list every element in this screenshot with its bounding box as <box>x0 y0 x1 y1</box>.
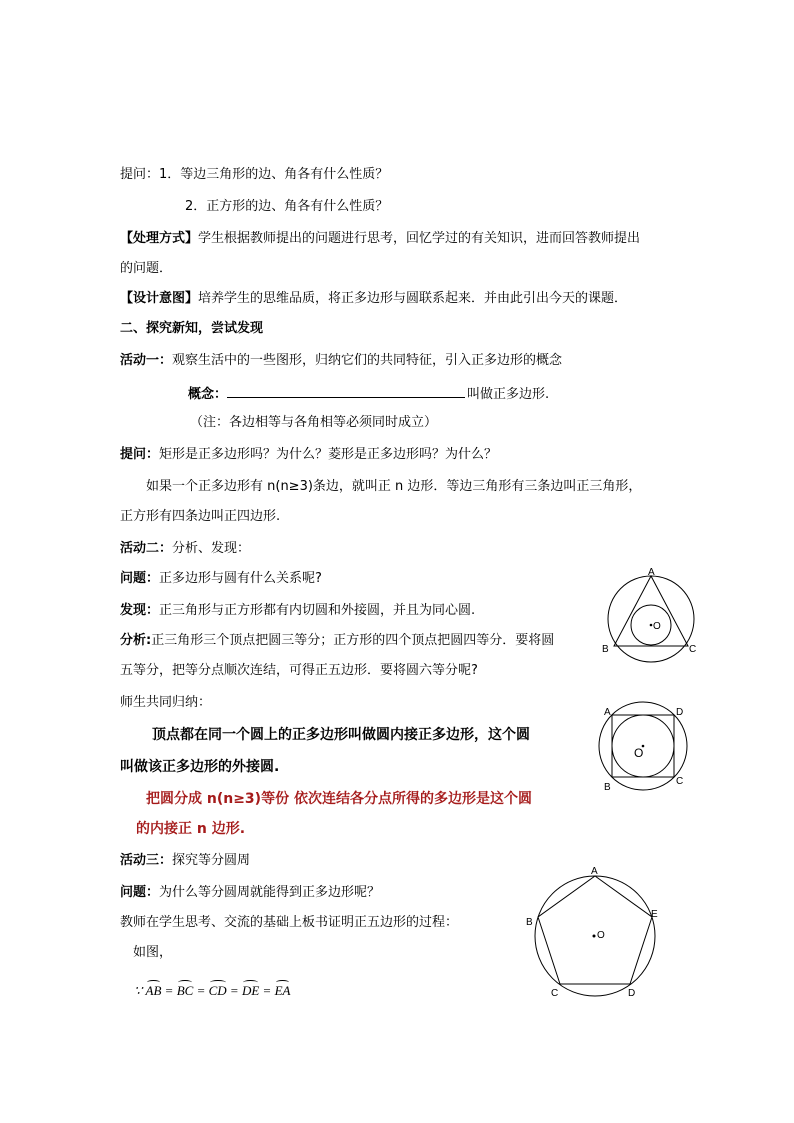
because-symbol: ∵ <box>134 983 143 998</box>
label-d: D <box>676 707 684 718</box>
design-line <box>120 290 627 308</box>
problem-3-label: 问题： <box>120 885 160 900</box>
label-b: B <box>526 917 533 928</box>
arc-ea: EA <box>274 983 291 998</box>
circumcircle <box>608 576 697 662</box>
find-text: 正三角形与正方形都有内切圆和外接圆，并且为同心圆. <box>159 603 476 618</box>
pentagon-circle-figure <box>520 862 670 1004</box>
label-c: C <box>676 776 684 787</box>
label-a: A <box>591 866 598 877</box>
equals-sign: = <box>164 983 174 998</box>
analysis-text: 正三角形三个顶点把圆三等分；正方形的四个顶点把圆四等分．要将圆 <box>151 633 555 648</box>
problem-line <box>120 570 322 588</box>
activity-2-text: 分析、发现： <box>172 541 251 556</box>
label-o: O <box>597 930 605 941</box>
equals-sign: = <box>196 983 206 998</box>
ask-2 <box>120 446 497 464</box>
concept-line <box>188 384 549 404</box>
activity-2-label: 活动二： <box>120 541 173 556</box>
analysis-line-2: 五等分，把等分点顺次连结，可得正五边形．要将圆六等分呢? <box>120 663 478 678</box>
label-a: A <box>604 707 611 718</box>
activity-3 <box>120 852 250 870</box>
center-point <box>650 624 653 627</box>
label-c: C <box>689 644 697 655</box>
problem-3-text: 为什么等分圆周就能得到正多边形呢？ <box>159 885 381 900</box>
label-a: A <box>648 567 655 578</box>
activity-1-text: 观察生活中的一些图形，归纳它们的共同特征，引入正多边形的概念 <box>172 353 563 368</box>
label-e: E <box>651 909 658 920</box>
center-point <box>593 935 596 938</box>
problem-label: 问题： <box>120 571 160 586</box>
find-line <box>120 602 475 620</box>
label-b: B <box>604 782 611 793</box>
label-b: B <box>602 644 609 655</box>
design-text: 培养学生的思维品质，将正多边形与圆联系起来．并由此引出今天的课题． <box>198 291 628 306</box>
process-line-2: 的问题． <box>120 261 173 276</box>
paragraph-1b: 正方形有四条边叫正四边形. <box>120 509 281 524</box>
as-figure: 如图， <box>133 945 173 960</box>
arc-de: DE <box>241 983 260 998</box>
problem-text: 正多边形与圆有什么关系呢? <box>159 571 322 586</box>
process-text: 学生根据教师提出的问题进行思考，回忆学过的有关知识，进而回答教师提出 <box>198 231 641 246</box>
question-1 <box>120 166 388 184</box>
summary-line: 师生共同归纳： <box>120 695 212 710</box>
process-label: 【处理方式】 <box>120 231 199 246</box>
label-c: C <box>551 988 559 999</box>
note-line: （注：各边相等与各角相等必须同时成立） <box>190 415 438 430</box>
pentagon <box>538 876 652 984</box>
arc-equation <box>134 982 290 1000</box>
ask-2-text: 矩形是正多边形吗？为什么？菱形是正多边形吗？为什么？ <box>159 447 498 462</box>
activity-3-label: 活动三： <box>120 853 173 868</box>
definition-2b: 的内接正 n 边形. <box>136 821 246 837</box>
section-heading: 二、探究新知，尝试发现 <box>120 321 264 336</box>
question-2: 2．正方形的边、角各有什么性质？ <box>185 199 389 214</box>
activity-1-label: 活动一： <box>120 353 173 368</box>
label-o: O <box>634 746 644 760</box>
definition-1: 顶点都在同一个圆上的正多边形叫做圆内接正多边形，这个圆 <box>152 727 530 743</box>
problem-3 <box>120 884 380 902</box>
paragraph-1: 如果一个正多边形有 n(n≥3)条边，就叫正 n 边形．等边三角形有三条边叫正三角形， <box>146 479 642 494</box>
square-circle-figure <box>598 700 698 796</box>
definition-1b: 叫做该正多边形的外接圆. <box>120 759 280 775</box>
process-line <box>120 230 640 248</box>
concept-blank[interactable] <box>227 384 465 398</box>
arc-ab: AB <box>145 983 162 998</box>
equals-sign: = <box>262 983 272 998</box>
activity-2 <box>120 540 250 558</box>
ask-2-label: 提问： <box>120 447 160 462</box>
activity-3-text: 探究等分圆周 <box>172 853 251 868</box>
concept-label: 概念： <box>188 387 228 402</box>
design-label: 【设计意图】 <box>120 291 199 306</box>
label-d: D <box>628 988 636 999</box>
definition-2: 把圆分成 n(n≥3)等份 依次连结各分点所得的多边形是这个圆 <box>146 791 532 807</box>
label-o: O <box>653 621 661 632</box>
triangle-circle-figure <box>596 565 700 665</box>
activity-1 <box>120 352 562 370</box>
analysis-label: 分析: <box>120 633 152 648</box>
analysis-line <box>120 632 554 650</box>
question-label: 提问： <box>120 167 160 182</box>
question-1-text: 1．等边三角形的边、角各有什么性质？ <box>159 167 389 182</box>
find-label: 发现： <box>120 603 160 618</box>
triangle <box>614 576 688 646</box>
teacher-line: 教师在学生思考、交流的基础上板书证明正五边形的过程： <box>120 915 459 930</box>
concept-suffix: 叫做正多边形. <box>467 387 550 402</box>
equals-sign: = <box>229 983 239 998</box>
arc-bc: BC <box>176 983 194 998</box>
arc-cd: CD <box>208 983 227 998</box>
